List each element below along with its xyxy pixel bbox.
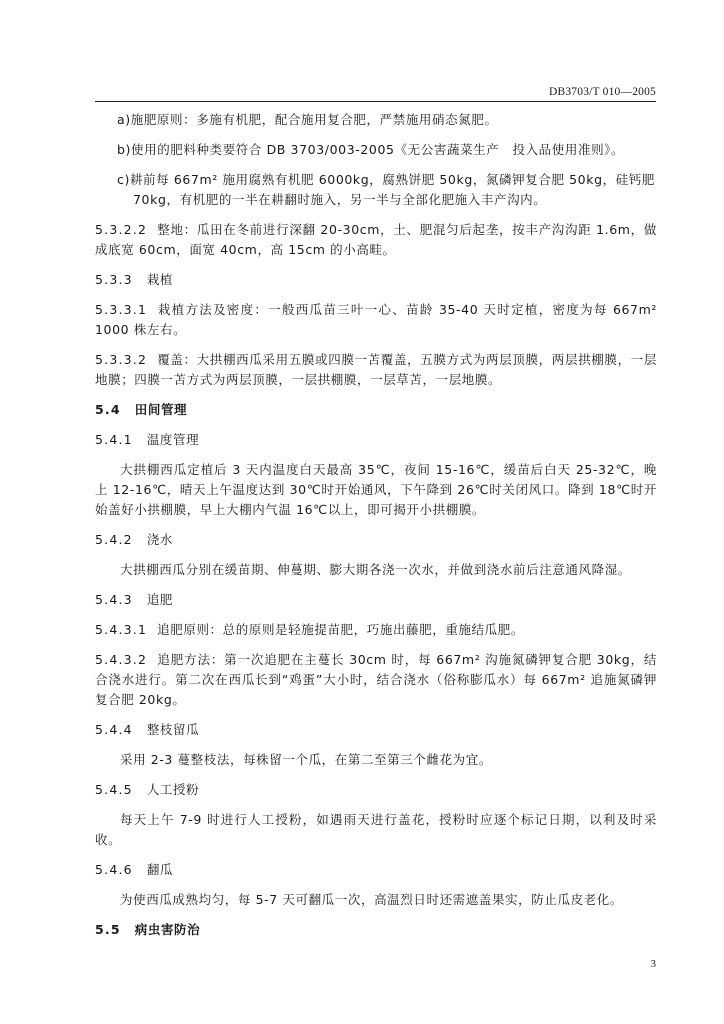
- clause-number: 5.4.3.1: [95, 622, 148, 637]
- section-number: 5.4: [95, 402, 121, 417]
- section-heading-5-4-5: [95, 780, 657, 800]
- clause-text: 覆盖：大拱棚西瓜采用五膜或四膜一苫覆盖，五膜方式为两层顶膜，两层拱棚膜，一层地膜；四膜一苫方式为两层顶膜，一层拱棚膜，一层草苫，一层地膜。: [95, 352, 657, 387]
- paragraph-5-4-6: 为使西瓜成熟均匀，每 5-7 天可翻瓜一次，高温烈日时还需遮盖果实，防止瓜皮老化。: [120, 892, 623, 907]
- section-title: 浇水: [146, 532, 174, 547]
- section-number: 5.4.4: [95, 722, 133, 737]
- section-title: 翻瓜: [146, 862, 174, 877]
- section-number: 5.4.5: [95, 782, 133, 797]
- document-body: [95, 110, 657, 950]
- section-number: 5.4.1: [95, 432, 133, 447]
- section-number: 5.5: [95, 922, 121, 937]
- section-title: 田间管理: [134, 402, 188, 417]
- list-item-c: c)耕前每 667m² 施用腐熟有机肥 6000kg，腐熟饼肥 50kg，氮磷钾复合肥 50kg，硅钙肥 70kg，有机肥的一半在耕翻时施入，另一半与全部化肥施入丰产沟内。: [117, 172, 656, 207]
- clause-text: 追肥原则：总的原则是轻施提苗肥，巧施出藤肥，重施结瓜肥。: [157, 622, 524, 637]
- clause-number: 5.3.3.1: [95, 302, 148, 317]
- paragraph-5-4-4: 采用 2-3 蔓整枝法，每株留一个瓜，在第二至第三个雌花为宜。: [120, 752, 492, 767]
- document-code: DB3703/T 010—2005: [548, 86, 656, 98]
- section-title: 人工授粉: [146, 782, 200, 797]
- clause-number: 5.3.2.2: [95, 222, 148, 237]
- page-number: 3: [650, 958, 656, 970]
- section-number: 5.3.3: [95, 272, 133, 287]
- clause-text: 整地：瓜田在冬前进行深翻 20-30cm，土、肥混匀后起垄，按丰产沟沟距 1.6m，做成底宽 60cm，面宽 40cm，高 15cm 的小高畦。: [95, 222, 657, 257]
- section-heading-5-4: [95, 400, 657, 420]
- header-rule: [95, 101, 656, 102]
- list-item-b: b)使用的肥料种类要符合 DB 3703/003-2005《无公害蔬菜生产 投入品使用准则》。: [117, 142, 625, 157]
- section-heading-5-4-2: [95, 530, 657, 550]
- section-heading-5-4-4: [95, 720, 657, 740]
- clause-5-3-3-2: [95, 350, 657, 390]
- paragraph-5-4-2: 大拱棚西瓜分别在缓苗期、伸蔓期、膨大期各浇一次水，并做到浇水前后注意通风降湿。: [120, 562, 631, 577]
- section-heading-5-5: [95, 920, 657, 940]
- clause-5-4-3-2: [95, 650, 657, 710]
- section-heading-5-4-6: [95, 860, 657, 880]
- clause-5-3-2-2: [95, 220, 657, 260]
- paragraph-5-4-1: 大拱棚西瓜定植后 3 天内温度白天最高 35℃，夜间 15-16℃，缓苗后白天 25-32℃，晚上 12-16℃，晴天上午温度达到 30℃时开始通风，下午降到 26℃时关闭风口。降到 18℃时开始盖好小拱棚膜，早上大棚内气温 16℃以上，即可揭开小拱棚膜。: [95, 462, 657, 517]
- clause-5-3-3-1: [95, 300, 657, 340]
- clause-number: 5.4.3.2: [95, 652, 148, 667]
- section-number: 5.4.6: [95, 862, 133, 877]
- section-heading-5-3-3: [95, 270, 657, 290]
- list-item-a: a)施肥原则：多施有机肥，配合施用复合肥，严禁施用硝态氮肥。: [117, 112, 498, 127]
- section-title: 追肥: [146, 592, 174, 607]
- section-title: 整枝留瓜: [146, 722, 200, 737]
- clause-text: 追肥方法：第一次追肥在主蔓长 30cm 时，每 667m² 沟施氮磷钾复合肥 30kg，结合浇水进行。第二次在西瓜长到“鸡蛋”大小时，结合浇水（俗称膨瓜水）每 667m² 追施氮磷钾复合肥 20kg。: [95, 652, 657, 707]
- clause-text: 栽植方法及密度：一般西瓜苗三叶一心、苗龄 35-40 天时定植，密度为每 667m² 1000 株左右。: [95, 302, 657, 337]
- section-number: 5.4.2: [95, 532, 133, 547]
- clause-number: 5.3.3.2: [95, 352, 148, 367]
- section-number: 5.4.3: [95, 592, 133, 607]
- section-title: 病虫害防治: [134, 922, 201, 937]
- clause-5-4-3-1: [95, 620, 657, 640]
- section-heading-5-4-1: [95, 430, 657, 450]
- paragraph-5-4-5: 每天上午 7-9 时进行人工授粉，如遇雨天进行盖花，授粉时应逐个标记日期，以利及时采收。: [95, 812, 657, 847]
- section-title: 温度管理: [146, 432, 200, 447]
- section-title: 栽植: [146, 272, 174, 287]
- section-heading-5-4-3: [95, 590, 657, 610]
